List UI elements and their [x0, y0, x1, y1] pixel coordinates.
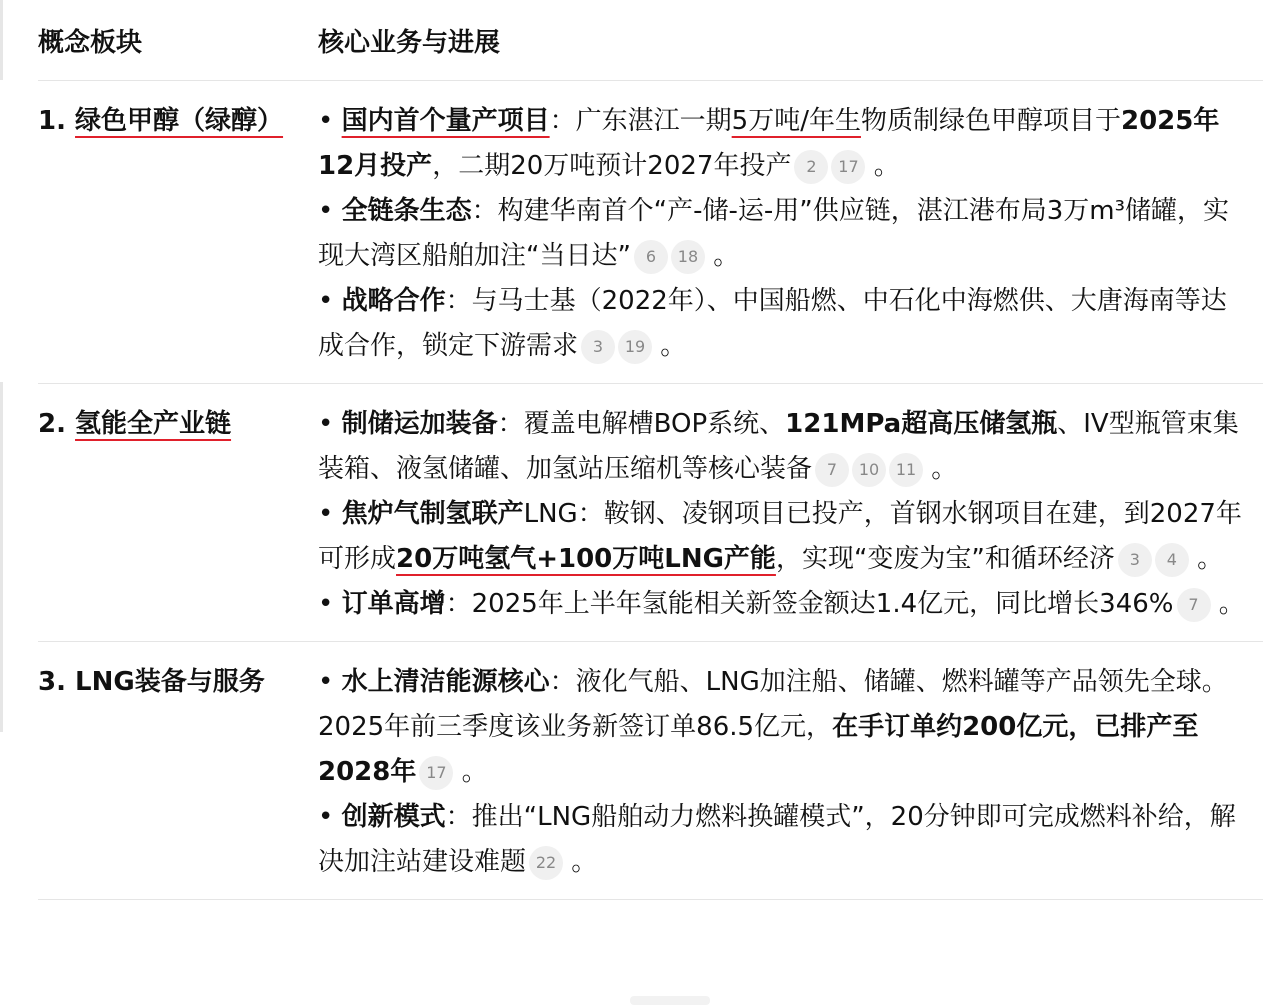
bullet-end: 。: [1210, 589, 1245, 619]
bullet-end: 。: [652, 331, 687, 361]
concept-number: 2.: [38, 409, 76, 439]
colon: ：: [445, 286, 472, 316]
bullet-end: 。: [1188, 544, 1224, 574]
bullet-title: 创新模式: [341, 802, 446, 832]
business-cell: [318, 384, 1263, 642]
list-item: [318, 99, 1245, 189]
citation-badge[interactable]: 2: [794, 150, 828, 184]
list-item: [318, 660, 1245, 795]
list-item: [318, 189, 1245, 279]
concept-name: 氢能全产业链: [75, 409, 232, 439]
concept-cell: [38, 384, 318, 642]
left-divider: [0, 382, 3, 732]
citation-badge[interactable]: 4: [1155, 543, 1189, 577]
bullet-title: 水上清洁能源核心: [341, 667, 550, 697]
business-cell: [318, 642, 1263, 900]
header-business: 核心业务与进展: [318, 0, 1263, 81]
bullet-title: 战略合作: [341, 286, 446, 316]
bullet-dot: •: [318, 667, 342, 697]
colon: ：: [577, 499, 604, 529]
business-cell: [318, 81, 1263, 384]
list-item: [318, 795, 1245, 885]
header-concept: 概念板块: [38, 0, 318, 81]
bullet-highlight: 20万吨氢气+100万吨LNG产能: [396, 544, 776, 574]
bullet-end: 。: [563, 847, 598, 877]
bullet-dot: •: [318, 499, 342, 529]
concept-table: [38, 0, 1263, 900]
bullet-title: 全链条生态: [341, 196, 472, 226]
bullet-text: 与马士基（2022年）、中国船燃、中石化中海燃供、大唐海南等达成合作，锁定下游需求: [318, 286, 1227, 361]
list-item: [318, 402, 1245, 492]
bullet-bold: 2025年12月投产: [318, 106, 1220, 181]
bullet-text: 、IV型瓶管束集装箱、液氢储罐、加氢站压缩机等核心装备: [318, 409, 1239, 484]
concept-cell: [38, 642, 318, 900]
bullet-end: 。: [865, 151, 900, 181]
citation-badge[interactable]: 19: [618, 330, 652, 364]
bullet-end: 。: [453, 757, 488, 787]
citation-badge[interactable]: 7: [1177, 588, 1211, 622]
citation-badge[interactable]: 18: [671, 240, 705, 274]
citation-badge[interactable]: 22: [529, 846, 563, 880]
bullet-dot: •: [318, 286, 342, 316]
bullet-text: 广东湛江一期: [575, 106, 732, 136]
colon: ：: [549, 667, 576, 697]
bullet-end: 。: [704, 241, 740, 271]
concept-name: 绿色甲醇（绿醇）: [75, 106, 284, 136]
bullet-title: 焦炉气制氢联产: [341, 499, 524, 529]
concept-cell: [38, 81, 318, 384]
citation-badge[interactable]: 17: [831, 150, 865, 184]
bullet-text: 液化气船、LNG加注船、储罐、燃料罐等产品领先全球。2025年前三季度该业务新签订单86.5亿元，: [318, 667, 1228, 742]
bullet-text: 鞍钢、凌钢项目已投产，首钢水钢项目在建，到2027年可形成: [318, 499, 1242, 574]
concept-number: 1.: [38, 106, 76, 136]
table-header-row: [38, 0, 1263, 81]
citation-badge[interactable]: 6: [634, 240, 668, 274]
bullet-text: ，实现“变废为宝”和循环经济: [775, 544, 1115, 574]
citation-badge[interactable]: 3: [581, 330, 615, 364]
scroll-hint: [630, 996, 710, 1005]
bullet-title-tail: LNG: [523, 499, 578, 529]
bullet-text: 推出“LNG船舶动力燃料换罐模式”，20分钟即可完成燃料补给，解决加注站建设难题: [318, 802, 1236, 877]
bullet-title: 制储运加装备: [341, 409, 498, 439]
bullet-dot: •: [318, 106, 342, 136]
bullet-dot: •: [318, 409, 342, 439]
bullet-dot: •: [318, 196, 342, 226]
citation-badge[interactable]: 7: [815, 453, 849, 487]
table-row: [38, 384, 1263, 642]
bullet-bold: 121MPa超高压储氢瓶: [785, 409, 1058, 439]
concept-name: LNG装备与服务: [75, 667, 265, 697]
citation-badge[interactable]: 17: [419, 756, 453, 790]
bullet-text: 物质制绿色甲醇项目于: [860, 106, 1121, 136]
citation-badge[interactable]: 10: [852, 453, 886, 487]
list-item: [318, 582, 1245, 627]
bullet-text: ，二期20万吨预计2027年投产: [432, 151, 792, 181]
bullet-end: 。: [923, 454, 958, 484]
colon: ：: [497, 409, 524, 439]
bullet-dot: •: [318, 589, 342, 619]
bullet-text: 2025年上半年氢能相关新签金额达1.4亿元，同比增长346%: [471, 589, 1174, 619]
left-divider: [0, 0, 3, 80]
colon: ：: [471, 196, 498, 226]
colon: ：: [549, 106, 576, 136]
table-row: [38, 81, 1263, 384]
list-item: [318, 492, 1245, 582]
colon: ：: [445, 589, 472, 619]
citation-badge[interactable]: 3: [1118, 543, 1152, 577]
bullet-dot: •: [318, 802, 342, 832]
bullet-bold: 在手订单约200亿元，已排产至2028年: [318, 712, 1199, 787]
citation-badge[interactable]: 11: [889, 453, 923, 487]
bullet-title: 订单高增: [341, 589, 446, 619]
concept-number: 3.: [38, 667, 76, 697]
bullet-title: 国内首个量产项目: [341, 106, 550, 136]
bullet-text: 构建华南首个“产-储-运-用”供应链，湛江港布局3万m³储罐，实现大湾区船舶加注“当日达”: [318, 196, 1230, 271]
list-item: [318, 279, 1245, 369]
colon: ：: [445, 802, 472, 832]
bullet-highlight: 5万吨/年生: [731, 106, 861, 136]
bullet-text: 覆盖电解槽BOP系统、: [523, 409, 786, 439]
table-row: [38, 642, 1263, 900]
